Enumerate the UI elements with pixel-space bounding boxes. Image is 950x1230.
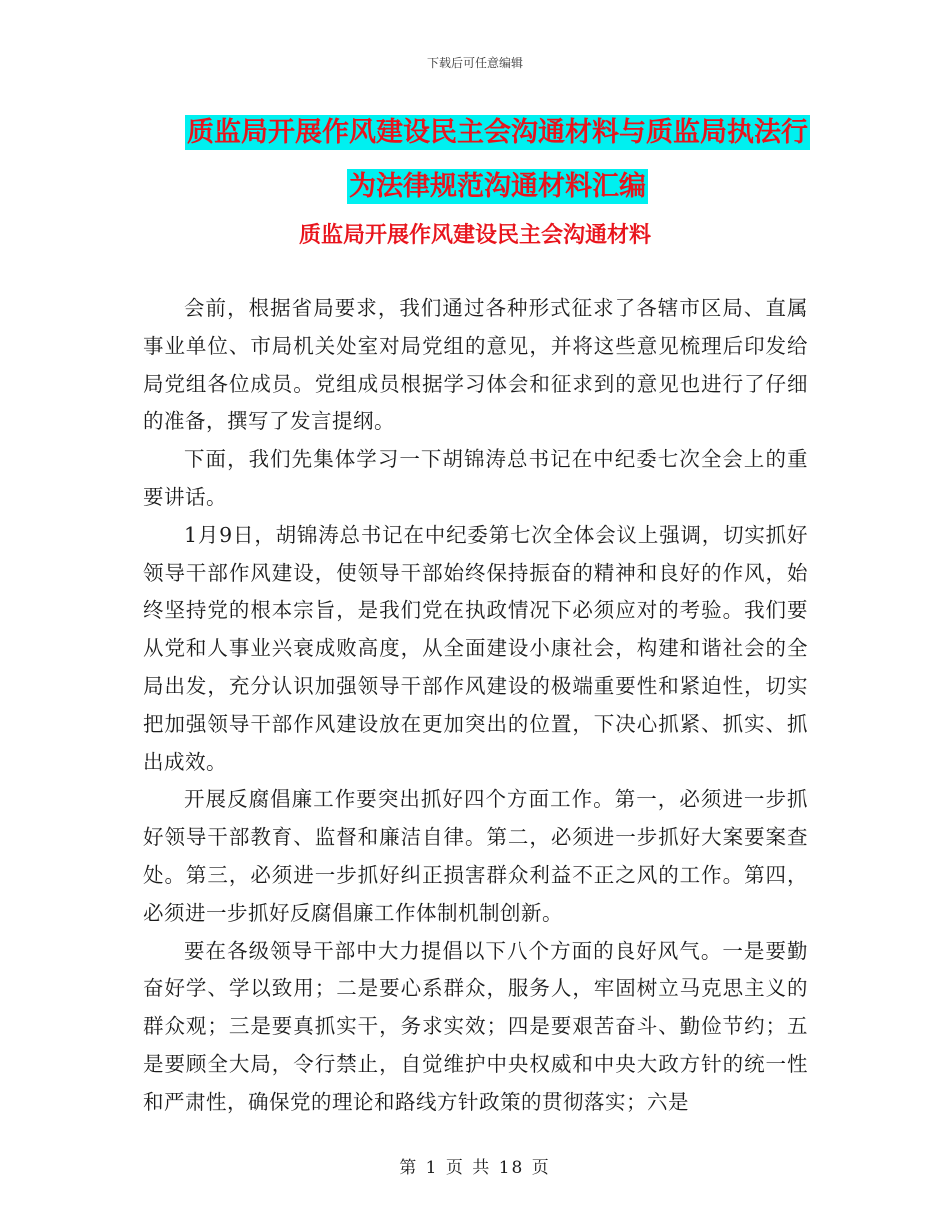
main-title [130, 106, 865, 214]
body-text [143, 290, 808, 1122]
paragraph: 开展反腐倡廉工作要突出抓好四个方面工作。第一，必须进一步抓好领导干部教育、监督和廉洁自律。第二，必须进一步抓好大案要案查处。第三，必须进一步抓好纠正损害群众利益不正之风的工作。第四，必须进一步抓好反腐倡廉工作体制机制创新。 [143, 787, 808, 925]
main-title-line-2: 为法律规范沟通材料汇编 [349, 171, 646, 202]
paragraph: 要在各级领导干部中大力提倡以下八个方面的良好风气。一是要勤奋好学、学以致用；二是要心系群众，服务人，牢固树立马克思主义的群众观；三是要真抓实干，务求实效；四是要艰苦奋斗、勤俭节约；五是要顾全大局，令行禁止，自觉维护中央权威和中央大政方针的统一性和严肃性，确保党的理论和路线方针政策的贯彻落实；六是 [143, 938, 808, 1114]
page-footer: 第 1 页 共 18 页 [399, 1158, 551, 1178]
paragraph: 1月9日，胡锦涛总书记在中纪委第七次全体会议上强调，切实抓好领导干部作风建设，使领导干部始终保持振奋的精神和良好的作风，始终坚持党的根本宗旨，是我们党在执政情况下必须应对的考验。我们要从党和人事业兴衰成败高度，从全面建设小康社会，构建和谐社会的全局出发，充分认识加强领导干部作风建设的极端重要性和紧迫性，切实把加强领导干部作风建设放在更加突出的位置，下决心抓紧、抓实、抓出成效。 [143, 522, 808, 774]
paragraph: 会前，根据省局要求，我们通过各种形式征求了各辖市区局、直属事业单位、市局机关处室对局党组的意见，并将这些意见梳理后印发给局党组各位成员。党组成员根据学习体会和征求到的意见也进行了仔细的准备，撰写了发言提纲。 [143, 296, 808, 434]
paragraph: 下面，我们先集体学习一下胡锦涛总书记在中纪委七次全会上的重要讲话。 [143, 447, 808, 509]
section-title: 质监局开展作风建设民主会沟通材料 [298, 223, 651, 248]
header-note: 下载后可任意编辑 [426, 56, 523, 70]
main-title-line-1: 质监局开展作风建设民主会沟通材料与质监局执法行 [187, 117, 808, 148]
